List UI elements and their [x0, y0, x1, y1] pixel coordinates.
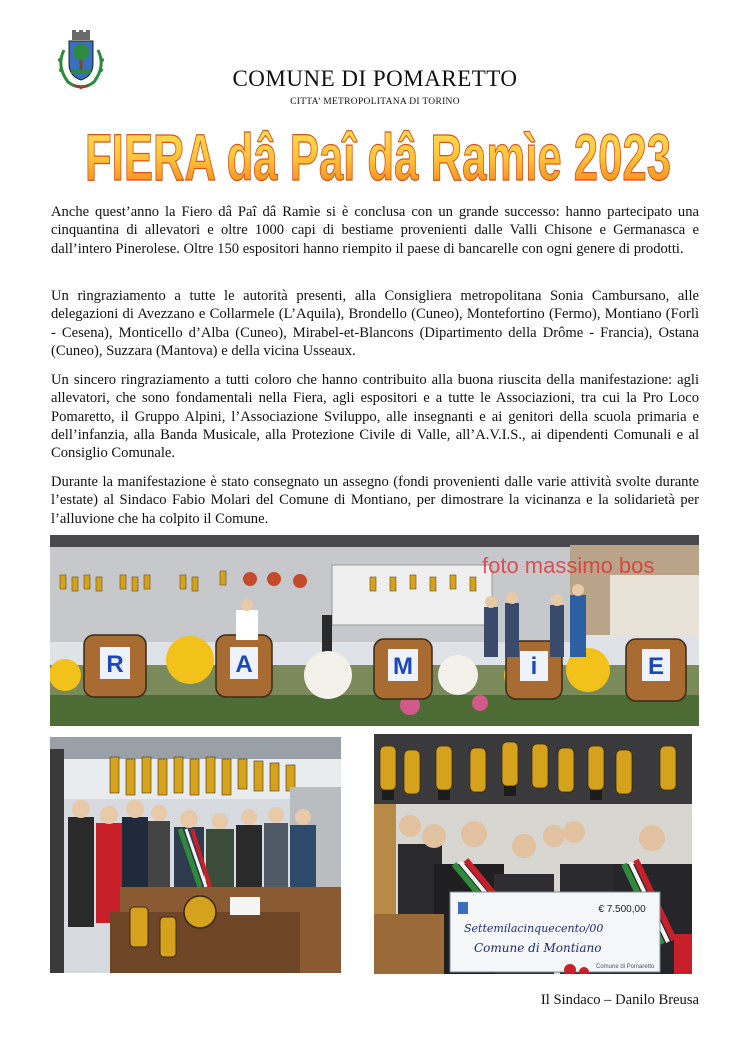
- paragraph-authorities: Un ringraziamento a tutte le autorità presenti, alla Consigliera metropolitana Sonia Cambursano, alle delegazioni di Avezzano e Collarmele (L’Aquila), Brondello (Cuneo), Montefortino (Fermo), Montiano (Forlì - Cesena), Monticello d’Alba (Cuneo), Mirabel-et-Blancons (Dipartimento della Drôme - Francia), Ostana (Cuneo), Suzzara (Mantova) e della vicina Usseaux.: [51, 288, 699, 359]
- barrel-letter: i: [530, 653, 538, 680]
- photo-fair-barrels: [50, 535, 699, 726]
- event-title: [78, 112, 678, 196]
- cheque-payee: Comune di Montiano: [474, 941, 602, 955]
- cheque-issuer: Comune di Pomaretto: [596, 964, 655, 970]
- barrel-letter: A: [235, 651, 253, 678]
- barrel-letter: M: [393, 653, 413, 680]
- municipality-name: COMUNE DI POMARETTO: [232, 66, 518, 91]
- paragraph-results: Anche quest’anno la Fiero dâ Paî dâ Ramìe si è conclusa con un grande successo: hanno partecipato una cinquantina di allevatori e oltre 1000 capi di bestiame provenienti dalle Valli Chisone e Germanasca e dall’intero Pinerolese. Oltre 150 espositori hanno riempito il paese di bancarelle con ogni genere di prodotti.: [51, 204, 699, 257]
- paragraph-cheque: Durante la manifestazione è stato consegnato un assegno (fondi provenienti dalle varie attività svolte durante l’estate) al Sindaco Fabio Molari del Comune di Montiano, per dimostrare la vicinanza e la solidarietà per l’alluvione che ha colpito il Comune.: [51, 474, 699, 527]
- signature: Il Sindaco – Danilo Breusa: [540, 992, 699, 1008]
- photo-crowd: [50, 737, 341, 973]
- photo-cheque-presentation: [374, 734, 692, 974]
- cheque-amount-words: Settemilacinquecento/00: [464, 922, 604, 935]
- cheque-amount: € 7.500,00: [598, 904, 646, 915]
- metropolitan-city: CITTA’ METROPOLITANA DI TORINO: [290, 97, 460, 107]
- barrel-letter: R: [106, 651, 124, 678]
- paragraph-thanks: Un sincero ringraziamento a tutti coloro che hanno contribuito alla buona riuscita della manifestazione: agli allevatori, che sono fondamentali nella Fiera, agli espositori e a tutte le Associazioni, tra cui la Pro Loco Pomaretto, il Gruppo Alpini, l’Associazione Sviluppo, alle insegnanti e ai genitori della scuola primaria e dell’infanzia, alla Banda Musicale, alla Protezione Civile di Valle, all’A.V.I.S., ai dipendenti Comunali e al Consiglio Comunale.: [51, 372, 699, 462]
- event-title-text: FIERA dâ Paî dâ Ramìe 2023: [85, 120, 671, 194]
- barrel-letter: E: [647, 653, 665, 680]
- photo-watermark: foto massimo bos: [482, 553, 655, 578]
